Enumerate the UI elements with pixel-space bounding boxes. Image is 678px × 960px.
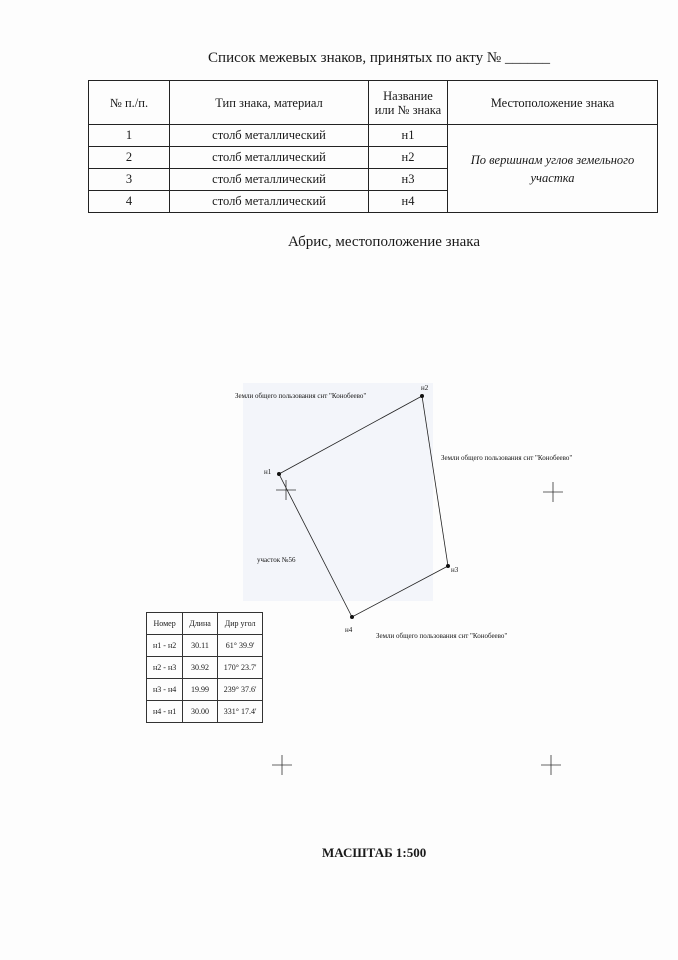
cell-angle: 331° 17.4' [217, 701, 263, 723]
neighbor-top-label: Земли общего пользования снт "Конобеево" [235, 392, 367, 400]
cell-location: По вершинам углов земельного участка [448, 125, 658, 213]
cross-icon [272, 755, 292, 775]
cell-length: 30.11 [183, 635, 218, 657]
label-n3: н3 [451, 566, 459, 574]
cell-segment: н4 - н1 [147, 701, 183, 723]
header-length: Длина [183, 613, 218, 635]
document-title: Список межевых знаков, принятых по акту № ______ [208, 50, 550, 66]
cell-number: 4 [89, 191, 170, 213]
cell-length: 30.92 [183, 657, 218, 679]
neighbor-right-label: Земли общего пользования снт "Конобеево" [441, 454, 573, 462]
cell-angle: 239° 37.6' [217, 679, 263, 701]
cell-type: столб металлический [170, 125, 369, 147]
cell-name: н2 [369, 147, 448, 169]
header-number: № п./п. [89, 81, 170, 125]
vertex-n4 [350, 615, 354, 619]
cell-angle: 61° 39.9' [217, 635, 263, 657]
header-name: Название или № знака [369, 81, 448, 125]
vertex-n1 [277, 472, 281, 476]
cell-name: н3 [369, 169, 448, 191]
cell-segment: н1 - н2 [147, 635, 183, 657]
table-row [147, 701, 263, 723]
cell-length: 19.99 [183, 679, 218, 701]
cell-length: 30.00 [183, 701, 218, 723]
abris-title: Абрис, местоположение знака [288, 234, 480, 250]
header-location: Местоположение знака [448, 81, 658, 125]
label-n1: н1 [264, 468, 272, 476]
cell-name: н4 [369, 191, 448, 213]
cell-type: столб металлический [170, 147, 369, 169]
cell-segment: н2 - н3 [147, 657, 183, 679]
label-n4: н4 [345, 626, 353, 634]
vertex-n3 [446, 564, 450, 568]
cell-number: 2 [89, 147, 170, 169]
neighbor-bottom-label: Земли общего пользования снт "Конобеево" [376, 632, 508, 640]
table-row [147, 635, 263, 657]
scale-label: МАСШТАБ 1:500 [322, 845, 427, 860]
header-number: Номер [147, 613, 183, 635]
cell-type: столб металлический [170, 169, 369, 191]
header-angle: Дир угол [217, 613, 263, 635]
label-n2: н2 [421, 384, 429, 392]
cross-icon [543, 482, 563, 502]
vertex-n2 [420, 394, 424, 398]
drawing-background [243, 383, 433, 601]
cell-number: 1 [89, 125, 170, 147]
table-row [147, 679, 263, 701]
cell-type: столб металлический [170, 191, 369, 213]
cross-icon [541, 755, 561, 775]
header-type: Тип знака, материал [170, 81, 369, 125]
cell-angle: 170° 23.7' [217, 657, 263, 679]
parcel-label: участок №56 [257, 556, 296, 564]
table-row [147, 657, 263, 679]
cell-name: н1 [369, 125, 448, 147]
cell-segment: н3 - н4 [147, 679, 183, 701]
cell-number: 3 [89, 169, 170, 191]
lengths-table [146, 612, 263, 723]
